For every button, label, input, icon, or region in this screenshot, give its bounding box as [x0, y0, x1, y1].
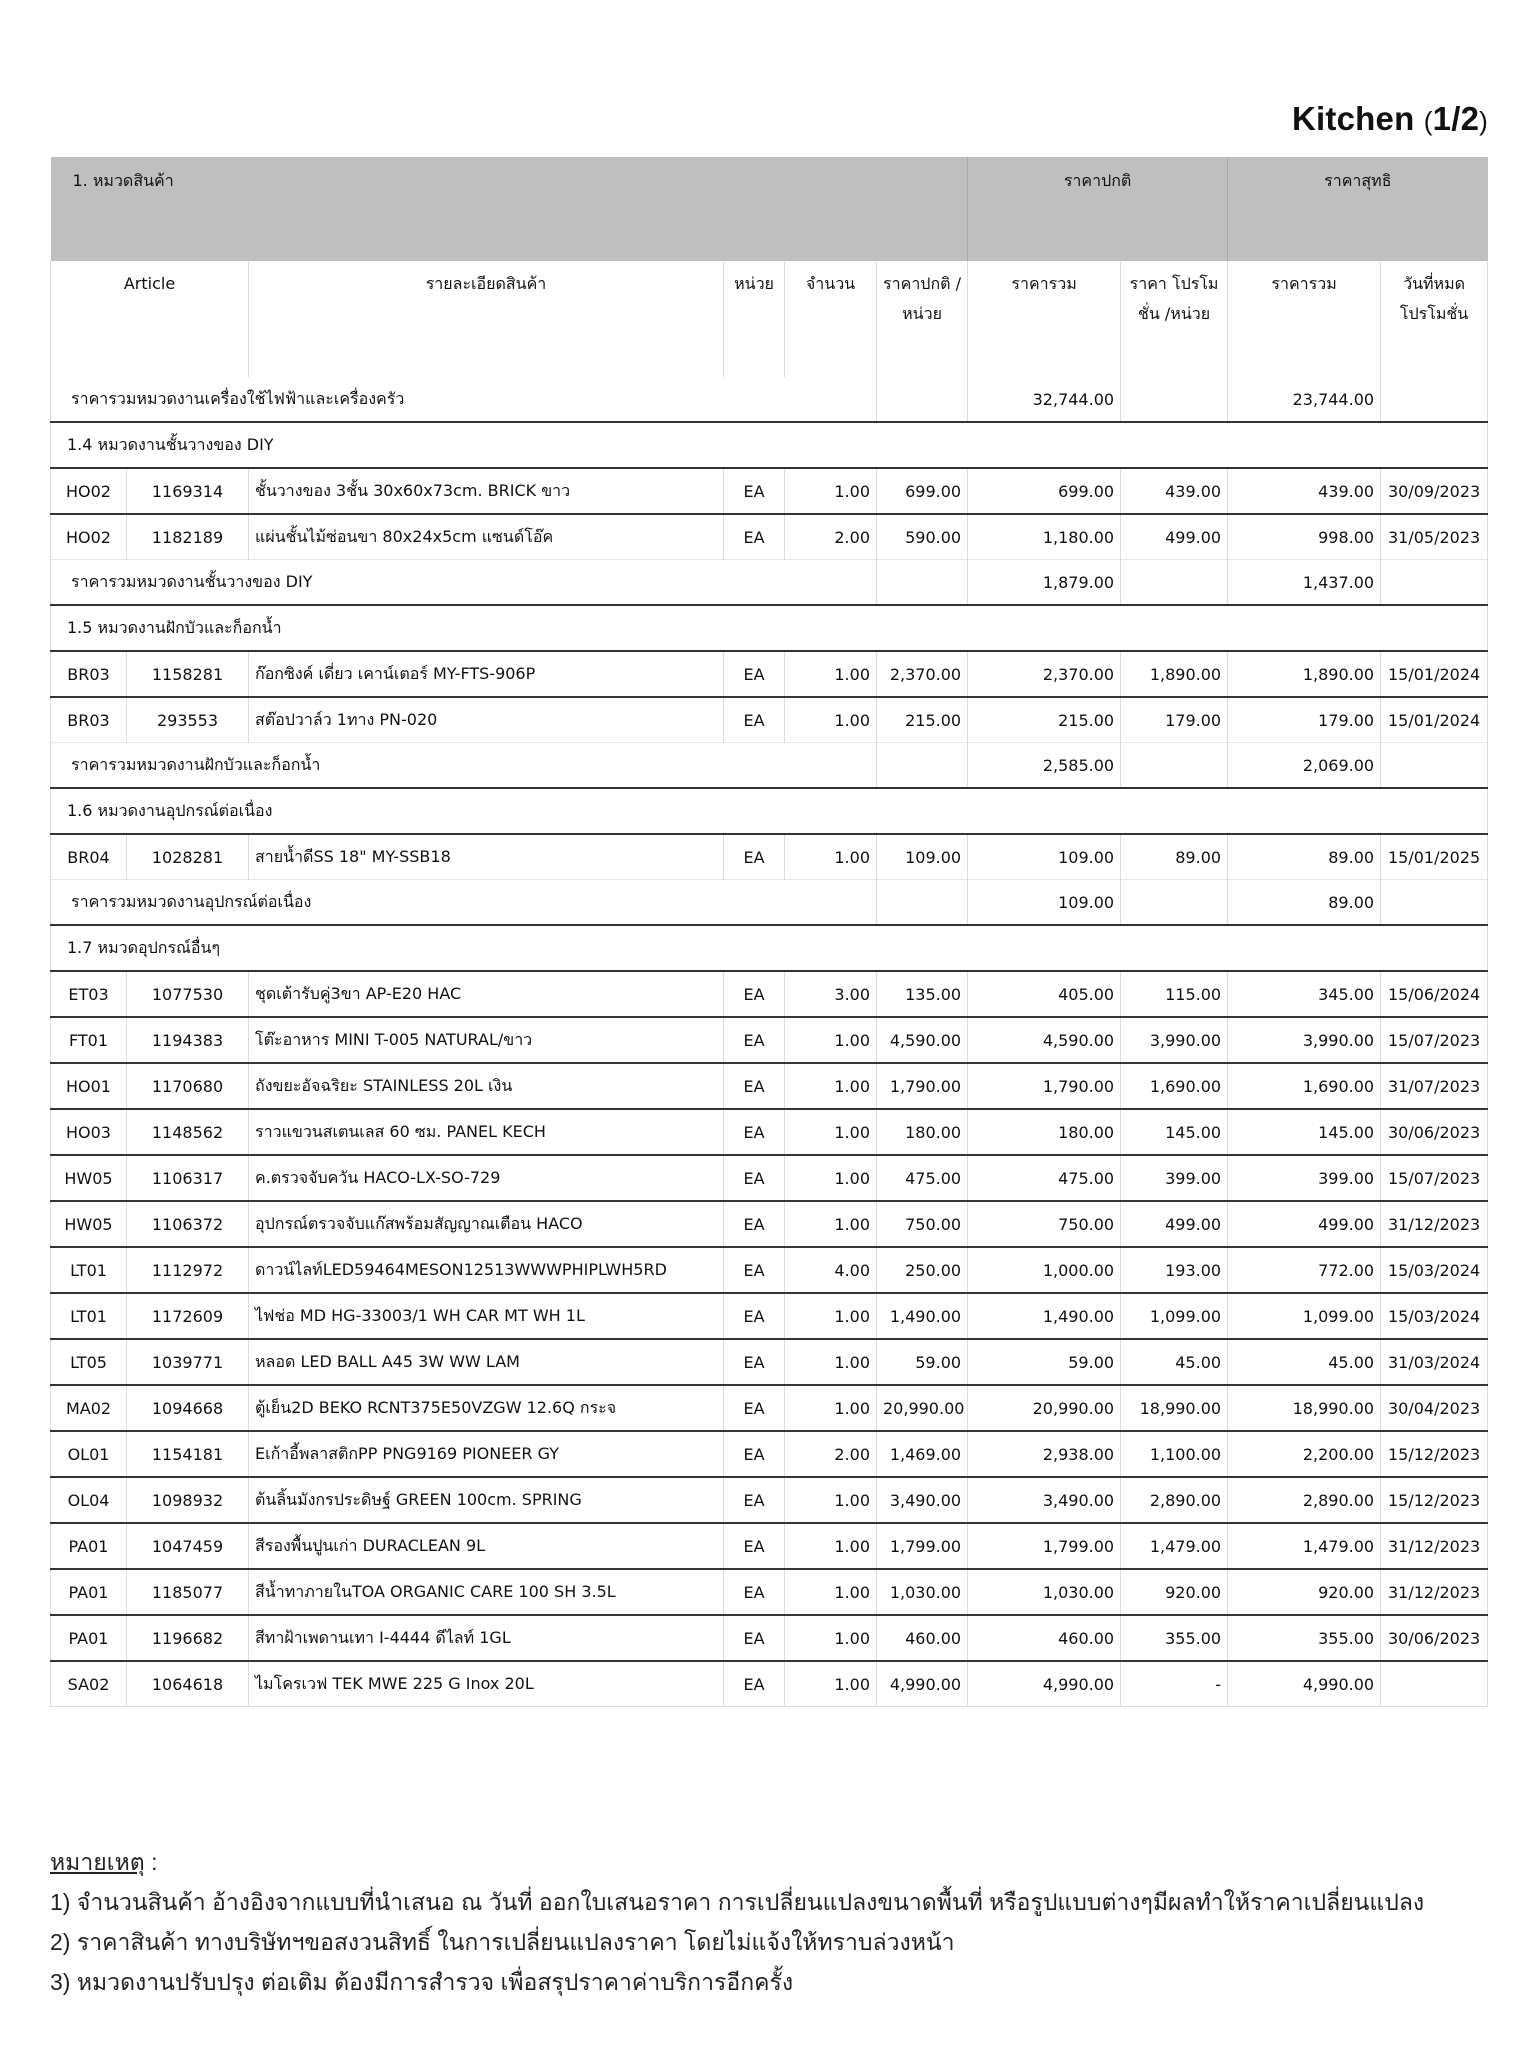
unit: EA	[724, 1661, 785, 1707]
table-row	[51, 1063, 1488, 1109]
promo-total-price: 399.00	[1228, 1155, 1381, 1201]
table-row	[51, 651, 1488, 697]
article-number: 1170680	[127, 1063, 249, 1109]
table-row	[51, 1339, 1488, 1385]
unit: EA	[724, 1431, 785, 1477]
quantity: 1.00	[785, 1339, 877, 1385]
article-number: 1196682	[127, 1615, 249, 1661]
unit: EA	[724, 1017, 785, 1063]
page-indicator: 1/2	[1432, 100, 1480, 137]
promo-total-price: 4,990.00	[1228, 1661, 1381, 1707]
unit-price: 1,799.00	[877, 1523, 968, 1569]
promo-end-date: 31/05/2023	[1381, 514, 1488, 560]
unit: EA	[724, 651, 785, 697]
unit-price: 2,370.00	[877, 651, 968, 697]
total-price: 4,990.00	[968, 1661, 1121, 1707]
note-1: 1) จำนวนสินค้า อ้างอิงจากแบบที่นำเสนอ ณ วันที่ ออกใบเสนอราคา การเปลี่ยนแปลงขนาดพื้นที่ หรือรูปแบบต่างๆมีผลทำให้ราคาเปลี่ยนแปลง	[50, 1889, 1425, 1915]
item-description: หลอด LED BALL A45 3W WW LAM	[249, 1339, 724, 1385]
promo-end-date: 15/01/2024	[1381, 697, 1488, 743]
col-qty: จำนวน	[785, 261, 877, 377]
section-header-row	[51, 605, 1488, 651]
notes-colon: :	[144, 1849, 158, 1875]
table-row	[51, 1293, 1488, 1339]
net-price-group-header: ราคาสุทธิ	[1228, 157, 1488, 261]
title-paren-open: (	[1423, 106, 1433, 136]
total-price: 1,000.00	[968, 1247, 1121, 1293]
summary-total: 32,744.00	[968, 377, 1121, 422]
article-number: 1148562	[127, 1109, 249, 1155]
table-row	[51, 1017, 1488, 1063]
item-description: ถังขยะอัจฉริยะ STAINLESS 20L เงิน	[249, 1063, 724, 1109]
article-number: 1185077	[127, 1569, 249, 1615]
col-article: Article	[51, 261, 249, 377]
unit: EA	[724, 697, 785, 743]
quantity: 1.00	[785, 1017, 877, 1063]
item-description: สีรองพื้นปูนเก่า DURACLEAN 9L	[249, 1523, 724, 1569]
promo-total-price: 998.00	[1228, 514, 1381, 560]
promo-end-date: 31/03/2024	[1381, 1339, 1488, 1385]
summary-promo-total: 2,069.00	[1228, 743, 1381, 789]
item-description: โต๊ะอาหาร MINI T-005 NATURAL/ขาว	[249, 1017, 724, 1063]
promo-unit-price: 193.00	[1121, 1247, 1228, 1293]
unit: EA	[724, 1339, 785, 1385]
promo-total-price: 1,890.00	[1228, 651, 1381, 697]
promo-unit-price: 1,690.00	[1121, 1063, 1228, 1109]
article-code: LT01	[51, 1293, 127, 1339]
promo-unit-price: 1,099.00	[1121, 1293, 1228, 1339]
item-description: ตู้เย็น2D BEKO RCNT375E50VZGW 12.6Q กระจ	[249, 1385, 724, 1431]
title-text: Kitchen	[1292, 100, 1424, 137]
unit: EA	[724, 514, 785, 560]
table-row	[51, 514, 1488, 560]
promo-total-price: 355.00	[1228, 1615, 1381, 1661]
col-unit-price: ราคาปกติ /หน่วย	[877, 261, 968, 377]
table-row	[51, 697, 1488, 743]
promo-end-date: 15/03/2024	[1381, 1293, 1488, 1339]
unit-price: 1,790.00	[877, 1063, 968, 1109]
article-number: 1028281	[127, 834, 249, 880]
col-description: รายละเอียดสินค้า	[249, 261, 724, 377]
promo-unit-price: 145.00	[1121, 1109, 1228, 1155]
promo-end-date: 30/04/2023	[1381, 1385, 1488, 1431]
unit: EA	[724, 1063, 785, 1109]
article-code: BR03	[51, 651, 127, 697]
promo-unit-price: 1,890.00	[1121, 651, 1228, 697]
total-price: 1,799.00	[968, 1523, 1121, 1569]
promo-unit-price: 2,890.00	[1121, 1477, 1228, 1523]
article-number: 1094668	[127, 1385, 249, 1431]
promo-end-date: 31/12/2023	[1381, 1201, 1488, 1247]
quantity: 1.00	[785, 651, 877, 697]
total-price: 475.00	[968, 1155, 1121, 1201]
article-number: 1047459	[127, 1523, 249, 1569]
table-row	[51, 1109, 1488, 1155]
unit-price: 180.00	[877, 1109, 968, 1155]
article-number: 1106317	[127, 1155, 249, 1201]
item-description: ราวแขวนสเตนเลส 60 ซม. PANEL KECH	[249, 1109, 724, 1155]
unit-price: 1,469.00	[877, 1431, 968, 1477]
promo-unit-price: 89.00	[1121, 834, 1228, 880]
promo-total-price: 3,990.00	[1228, 1017, 1381, 1063]
unit: EA	[724, 468, 785, 514]
article-code: PA01	[51, 1569, 127, 1615]
notes-heading: หมายเหตุ	[50, 1849, 145, 1875]
promo-unit-price: 399.00	[1121, 1155, 1228, 1201]
article-code: HO03	[51, 1109, 127, 1155]
column-headers	[51, 261, 1488, 377]
unit: EA	[724, 1569, 785, 1615]
quantity: 1.00	[785, 1293, 877, 1339]
promo-total-price: 345.00	[1228, 971, 1381, 1017]
item-description: แผ่นชั้นไม้ซ่อนขา 80x24x5cm แซนด์โอ๊ค	[249, 514, 724, 560]
promo-end-date	[1381, 1661, 1488, 1707]
summary-promo-total: 89.00	[1228, 880, 1381, 926]
promo-end-date: 31/07/2023	[1381, 1063, 1488, 1109]
table-row	[51, 1431, 1488, 1477]
summary-spacer	[1381, 743, 1488, 789]
unit: EA	[724, 834, 785, 880]
unit: EA	[724, 971, 785, 1017]
promo-unit-price: -	[1121, 1661, 1228, 1707]
promo-total-price: 1,479.00	[1228, 1523, 1381, 1569]
item-description: อุปกรณ์ตรวจจับแก๊สพร้อมสัญญาณเตือน HACO	[249, 1201, 724, 1247]
total-price: 2,938.00	[968, 1431, 1121, 1477]
promo-end-date: 15/01/2025	[1381, 834, 1488, 880]
article-number: 1112972	[127, 1247, 249, 1293]
quotation-table	[50, 157, 1488, 1707]
quantity: 1.00	[785, 1615, 877, 1661]
section-header-row	[51, 788, 1488, 834]
article-code: OL01	[51, 1431, 127, 1477]
quantity: 1.00	[785, 1385, 877, 1431]
quantity: 3.00	[785, 971, 877, 1017]
quantity: 1.00	[785, 1109, 877, 1155]
total-price: 20,990.00	[968, 1385, 1121, 1431]
section-header-row	[51, 925, 1488, 971]
promo-total-price: 18,990.00	[1228, 1385, 1381, 1431]
unit-price: 699.00	[877, 468, 968, 514]
promo-total-price: 499.00	[1228, 1201, 1381, 1247]
total-price: 2,370.00	[968, 651, 1121, 697]
promo-total-price: 45.00	[1228, 1339, 1381, 1385]
unit-price: 250.00	[877, 1247, 968, 1293]
col-unit: หน่วย	[724, 261, 785, 377]
unit: EA	[724, 1385, 785, 1431]
promo-end-date: 15/06/2024	[1381, 971, 1488, 1017]
summary-label: ราคารวมหมวดงานชั้นวางของ DIY	[51, 560, 877, 606]
summary-label: ราคารวมหมวดงานอุปกรณ์ต่อเนื่อง	[51, 880, 877, 926]
promo-total-price: 145.00	[1228, 1109, 1381, 1155]
total-price: 180.00	[968, 1109, 1121, 1155]
unit: EA	[724, 1477, 785, 1523]
item-description: ไฟช่อ MD HG-33003/1 WH CAR MT WH 1L	[249, 1293, 724, 1339]
unit-price: 1,490.00	[877, 1293, 968, 1339]
unit-price: 4,590.00	[877, 1017, 968, 1063]
unit-price: 460.00	[877, 1615, 968, 1661]
article-number: 1039771	[127, 1339, 249, 1385]
item-description: ก๊อกซิงค์ เดี่ยว เคาน์เตอร์ MY-FTS-906P	[249, 651, 724, 697]
promo-total-price: 920.00	[1228, 1569, 1381, 1615]
quantity: 1.00	[785, 1477, 877, 1523]
promo-total-price: 772.00	[1228, 1247, 1381, 1293]
quantity: 1.00	[785, 1569, 877, 1615]
promo-end-date: 15/03/2024	[1381, 1247, 1488, 1293]
unit: EA	[724, 1615, 785, 1661]
article-code: HO02	[51, 468, 127, 514]
unit-price: 20,990.00	[877, 1385, 968, 1431]
total-price: 4,590.00	[968, 1017, 1121, 1063]
summary-spacer	[1121, 743, 1228, 789]
note-3: 3) หมวดงานปรับปรุง ต่อเติม ต้องมีการสำรวจ เพื่อสรุปราคาค่าบริการอีกครั้ง	[50, 1969, 794, 1995]
unit-price: 475.00	[877, 1155, 968, 1201]
summary-promo-total: 23,744.00	[1228, 377, 1381, 422]
item-description: ดาวน์ไลท์LED59464MESON12513WWWPHIPLWH5RD	[249, 1247, 724, 1293]
item-description: สีทาฝ้าเพดานเทา I-4444 ดีไลท์ 1GL	[249, 1615, 724, 1661]
total-price: 750.00	[968, 1201, 1121, 1247]
promo-end-date: 15/07/2023	[1381, 1155, 1488, 1201]
article-number: 293553	[127, 697, 249, 743]
article-number: 1169314	[127, 468, 249, 514]
article-code: MA02	[51, 1385, 127, 1431]
section-summary-row	[51, 560, 1488, 606]
section-title: 1.4 หมวดงานชั้นวางของ DIY	[51, 422, 1488, 468]
summary-spacer	[1121, 880, 1228, 926]
table-row	[51, 1201, 1488, 1247]
table-row	[51, 1385, 1488, 1431]
promo-unit-price: 45.00	[1121, 1339, 1228, 1385]
table-row	[51, 1615, 1488, 1661]
table-row	[51, 1477, 1488, 1523]
promo-unit-price: 1,479.00	[1121, 1523, 1228, 1569]
promo-end-date: 15/07/2023	[1381, 1017, 1488, 1063]
total-price: 1,180.00	[968, 514, 1121, 560]
title-paren-close: )	[1479, 106, 1488, 136]
promo-unit-price: 439.00	[1121, 468, 1228, 514]
article-number: 1154181	[127, 1431, 249, 1477]
article-number: 1064618	[127, 1661, 249, 1707]
quantity: 1.00	[785, 1201, 877, 1247]
unit: EA	[724, 1109, 785, 1155]
promo-end-date: 31/12/2023	[1381, 1569, 1488, 1615]
total-price: 59.00	[968, 1339, 1121, 1385]
summary-total: 2,585.00	[968, 743, 1121, 789]
table-row	[51, 1523, 1488, 1569]
total-price: 1,030.00	[968, 1569, 1121, 1615]
unit: EA	[724, 1293, 785, 1339]
article-code: ET03	[51, 971, 127, 1017]
article-code: HW05	[51, 1201, 127, 1247]
table-row	[51, 971, 1488, 1017]
table-row	[51, 1155, 1488, 1201]
promo-end-date: 31/12/2023	[1381, 1523, 1488, 1569]
total-price: 405.00	[968, 971, 1121, 1017]
unit: EA	[724, 1523, 785, 1569]
col-promo-end: วันที่หมด โปรโมชั่น	[1381, 261, 1488, 377]
summary-spacer	[877, 743, 968, 789]
section-title: 1.7 หมวดอุปกรณ์อื่นๆ	[51, 925, 1488, 971]
col-total: ราคารวม	[968, 261, 1121, 377]
unit-price: 590.00	[877, 514, 968, 560]
article-code: LT01	[51, 1247, 127, 1293]
col-promo-price: ราคา โปรโมชั่น /หน่วย	[1121, 261, 1228, 377]
promo-unit-price: 115.00	[1121, 971, 1228, 1017]
promo-end-date: 15/12/2023	[1381, 1431, 1488, 1477]
promo-end-date: 30/06/2023	[1381, 1109, 1488, 1155]
article-number: 1182189	[127, 514, 249, 560]
article-code: BR03	[51, 697, 127, 743]
total-price: 699.00	[968, 468, 1121, 514]
promo-unit-price: 499.00	[1121, 1201, 1228, 1247]
total-price: 215.00	[968, 697, 1121, 743]
unit-price: 1,030.00	[877, 1569, 968, 1615]
article-code: FT01	[51, 1017, 127, 1063]
unit-price: 3,490.00	[877, 1477, 968, 1523]
item-description: สต๊อปวาล์ว 1ทาง PN-020	[249, 697, 724, 743]
quantity: 1.00	[785, 1661, 877, 1707]
total-price: 109.00	[968, 834, 1121, 880]
promo-unit-price: 355.00	[1121, 1615, 1228, 1661]
category-header: 1. หมวดสินค้า	[51, 157, 968, 261]
table-row	[51, 1247, 1488, 1293]
quantity: 2.00	[785, 1431, 877, 1477]
article-code: HW05	[51, 1155, 127, 1201]
promo-total-price: 1,099.00	[1228, 1293, 1381, 1339]
item-description: Eเก้าอี้พลาสติกPP PNG9169 PIONEER GY	[249, 1431, 724, 1477]
quantity: 1.00	[785, 1063, 877, 1109]
item-description: ชั้นวางของ 3ชั้น 30x60x73cm. BRICK ขาว	[249, 468, 724, 514]
item-description: ค.ตรวจจับควัน HACO-LX-SO-729	[249, 1155, 724, 1201]
unit-price: 135.00	[877, 971, 968, 1017]
unit-price: 4,990.00	[877, 1661, 968, 1707]
table-row	[51, 1661, 1488, 1707]
total-price: 1,790.00	[968, 1063, 1121, 1109]
article-code: HO02	[51, 514, 127, 560]
promo-total-price: 1,690.00	[1228, 1063, 1381, 1109]
promo-total-price: 89.00	[1228, 834, 1381, 880]
article-number: 1172609	[127, 1293, 249, 1339]
promo-unit-price: 3,990.00	[1121, 1017, 1228, 1063]
quantity: 1.00	[785, 1155, 877, 1201]
regular-price-group-header: ราคาปกติ	[968, 157, 1228, 261]
summary-promo-total: 1,437.00	[1228, 560, 1381, 606]
unit: EA	[724, 1247, 785, 1293]
promo-total-price: 439.00	[1228, 468, 1381, 514]
article-number: 1098932	[127, 1477, 249, 1523]
summary-total: 109.00	[968, 880, 1121, 926]
summary-total: 1,879.00	[968, 560, 1121, 606]
promo-total-price: 179.00	[1228, 697, 1381, 743]
promo-unit-price: 920.00	[1121, 1569, 1228, 1615]
article-code: PA01	[51, 1615, 127, 1661]
item-description: ชุดเต้ารับคู่3ขา AP-E20 HAC	[249, 971, 724, 1017]
article-code: SA02	[51, 1661, 127, 1707]
unit-price: 109.00	[877, 834, 968, 880]
promo-unit-price: 18,990.00	[1121, 1385, 1228, 1431]
quantity: 1.00	[785, 697, 877, 743]
promo-total-price: 2,200.00	[1228, 1431, 1381, 1477]
section-summary-row	[51, 743, 1488, 789]
summary-label: ราคารวมหมวดงานฝักบัวและก็อกน้ำ	[51, 743, 877, 789]
article-number: 1158281	[127, 651, 249, 697]
article-code: BR04	[51, 834, 127, 880]
unit-price: 59.00	[877, 1339, 968, 1385]
promo-end-date: 30/09/2023	[1381, 468, 1488, 514]
table-row	[51, 468, 1488, 514]
quantity: 4.00	[785, 1247, 877, 1293]
total-price: 3,490.00	[968, 1477, 1121, 1523]
summary-spacer	[1381, 560, 1488, 606]
section-title: 1.5 หมวดงานฝักบัวและก็อกน้ำ	[51, 605, 1488, 651]
page-title	[1292, 100, 1488, 138]
table-row	[51, 834, 1488, 880]
item-description: ไมโครเวฟ TEK MWE 225 G Inox 20L	[249, 1661, 724, 1707]
section-summary-row	[51, 880, 1488, 926]
quantity: 1.00	[785, 834, 877, 880]
promo-unit-price: 179.00	[1121, 697, 1228, 743]
promo-total-price: 2,890.00	[1228, 1477, 1381, 1523]
unit-price: 215.00	[877, 697, 968, 743]
quantity: 2.00	[785, 514, 877, 560]
article-number: 1077530	[127, 971, 249, 1017]
item-description: สายน้ำดีSS 18" MY-SSB18	[249, 834, 724, 880]
col-promo-total: ราคารวม	[1228, 261, 1381, 377]
total-price: 1,490.00	[968, 1293, 1121, 1339]
promo-unit-price: 1,100.00	[1121, 1431, 1228, 1477]
unit-price: 750.00	[877, 1201, 968, 1247]
summary-spacer	[877, 560, 968, 606]
article-code: HO01	[51, 1063, 127, 1109]
summary-spacer	[877, 880, 968, 926]
promo-end-date: 15/01/2024	[1381, 651, 1488, 697]
notes-section	[50, 1842, 1424, 2002]
summary-spacer	[1121, 560, 1228, 606]
section-title: 1.6 หมวดงานอุปกรณ์ต่อเนื่อง	[51, 788, 1488, 834]
summary-spacer	[1381, 880, 1488, 926]
item-description: สีน้ำทาภายในTOA ORGANIC CARE 100 SH 3.5L	[249, 1569, 724, 1615]
article-code: OL04	[51, 1477, 127, 1523]
header-band	[51, 157, 1488, 261]
grand-summary-row	[51, 377, 1488, 422]
unit: EA	[724, 1155, 785, 1201]
summary-label: ราคารวมหมวดงานเครื่องใช้ไฟฟ้าและเครื่องครัว	[51, 377, 877, 422]
quantity: 1.00	[785, 1523, 877, 1569]
quantity: 1.00	[785, 468, 877, 514]
article-number: 1194383	[127, 1017, 249, 1063]
total-price: 460.00	[968, 1615, 1121, 1661]
item-description: ต้นลิ้นมังกรประดิษฐ์ GREEN 100cm. SPRING	[249, 1477, 724, 1523]
note-2: 2) ราคาสินค้า ทางบริษัทฯขอสงวนสิทธิ์ ในการเปลี่ยนแปลงราคา โดยไม่แจ้งให้ทราบล่วงหน้า	[50, 1929, 955, 1955]
table-row	[51, 1569, 1488, 1615]
promo-unit-price: 499.00	[1121, 514, 1228, 560]
article-code: LT05	[51, 1339, 127, 1385]
promo-end-date: 15/12/2023	[1381, 1477, 1488, 1523]
section-header-row	[51, 422, 1488, 468]
unit: EA	[724, 1201, 785, 1247]
promo-end-date: 30/06/2023	[1381, 1615, 1488, 1661]
article-code: PA01	[51, 1523, 127, 1569]
article-number: 1106372	[127, 1201, 249, 1247]
